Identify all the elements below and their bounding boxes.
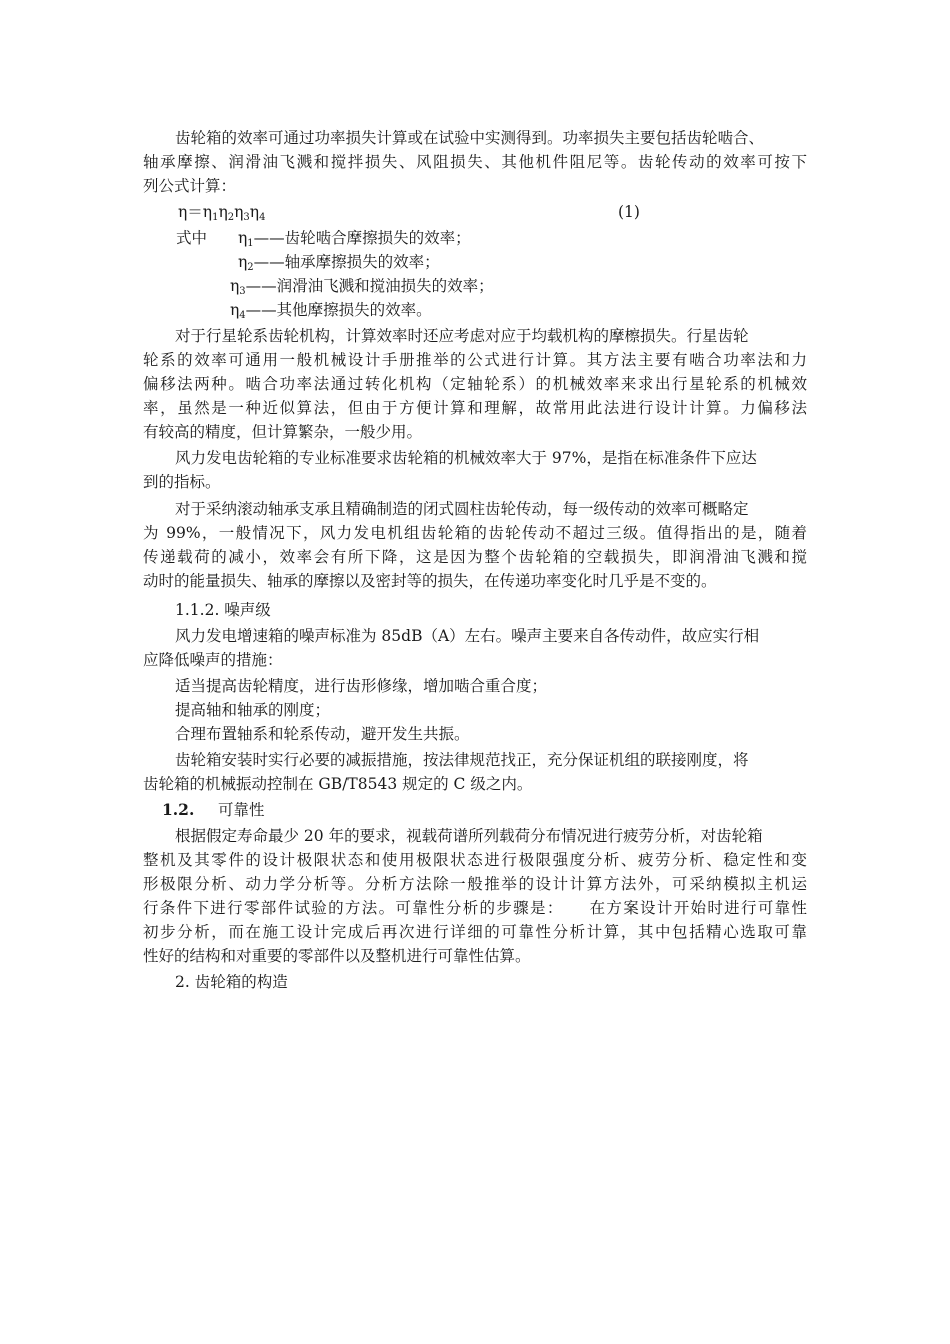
paragraph-line: 行条件下进行零部件试验的方法。可靠性分析的步骤是： 在方案设计开始时进行可靠性 [143, 899, 807, 917]
formula-subscript: 3 [243, 212, 250, 223]
paragraph-line: 齿轮箱的机械振动控制在 GB/T8543 规定的 C 级之内。 [143, 775, 533, 793]
where-item: $\eta_2——$轴承摩擦损失的效率； [238, 253, 440, 273]
equation-number: (1) [618, 203, 640, 221]
paragraph-line: 应降低噪声的措施： [143, 651, 283, 669]
paragraph-line: 性好的结构和对重要的零部件以及整机进行可靠性估算。 [143, 947, 531, 965]
measure-item: 提高轴和轴承的刚度； [175, 701, 331, 719]
paragraph-line: 到的指标。 [143, 473, 221, 491]
paragraph-line: 形极限分析、动力学分析等。分析方法除一般推举的设计计算方法外，可采纳模拟主机运 [143, 875, 807, 893]
paragraph-line: 齿轮箱的效率可通过功率损失计算或在试验中实测得到。功率损失主要包括齿轮啮合、 [175, 129, 765, 147]
paragraph-line: 为 99%，一般情况下，风力发电机组齿轮箱的齿轮传动不超过三级。值得指出的是，随着 [143, 524, 807, 542]
paragraph-line: 对于采纳滚动轴承支承且精确制造的闭式圆柱齿轮传动，每一级传动的效率可概略定 [175, 500, 749, 518]
section-heading: 1.1.2. 噪声级 [175, 601, 271, 619]
paragraph-line: 对于行星轮系齿轮机构，计算效率时还应考虑对应于均载机构的摩檫损失。行星齿轮 [175, 327, 749, 345]
paragraph-line: 列公式计算： [143, 177, 237, 195]
where-item: $\eta_4——$其他摩擦损失的效率。 [230, 301, 432, 321]
paragraph-line: 轮系的效率可通用一般机械设计手册推举的公式进行计算。其方法主要有啮合功率法和力 [143, 351, 807, 369]
formula-eta: η [218, 203, 228, 221]
paragraph-line: 风力发电齿轮箱的专业标准要求齿轮箱的机械效率大于 97%，是指在标准条件下应达 [175, 449, 757, 467]
formula-subscript: 2 [227, 212, 235, 223]
section-heading: 2. 齿轮箱的构造 [175, 973, 288, 991]
section-number: 1.2. [162, 800, 195, 819]
where-item: $\eta_3——$润滑油飞溅和搅油损失的效率； [230, 277, 494, 297]
measure-item: 适当提高齿轮精度，进行齿形修缘，增加啮合重合度； [175, 677, 548, 695]
formula-eta: η [249, 203, 260, 221]
paragraph-line: 齿轮箱安装时实行必要的减振措施，按法律规范找正，充分保证机组的联接刚度，将 [175, 751, 749, 769]
where-item: $\eta_1——$齿轮啮合摩擦损失的效率； [238, 229, 471, 249]
paragraph-line: 初步分析，而在施工设计完成后再次进行详细的可靠性分析计算，其中包括精心选取可靠 [143, 923, 807, 941]
paragraph-line: 传递载荷的减小，效率会有所下降，这是因为整个齿轮箱的空载损失，即润滑油飞溅和搅 [143, 548, 807, 566]
where-label: 式中 [176, 229, 208, 247]
paragraph-line: 偏移法两种。啮合功率法通过转化机构（定轴轮系）的机械效率来求出行星轮系的机械效 [143, 375, 807, 393]
paragraph-line: 轴承摩擦、润滑油飞溅和搅拌损失、风阻损失、其他机件阻尼等。齿轮传动的效率可按下 [143, 153, 807, 171]
paragraph-line: 整机及其零件的设计极限状态和使用极限状态进行极限强度分析、疲劳分析、稳定性和变 [143, 851, 807, 869]
formula-eta: η＝η [178, 203, 213, 221]
formula-subscript: 1 [212, 212, 219, 223]
paragraph-line: 率，虽然是一种近似算法，但由于方便计算和理解，故常用此法进行设计计算。力偏移法 [143, 399, 807, 417]
measure-item: 合理布置轴系和轮系传动，避开发生共振。 [175, 725, 470, 743]
formula-eta: η [234, 203, 244, 221]
paragraph-line: 根据假定寿命最少 20 年的要求，视载荷谱所列载荷分布情况进行疲劳分析，对齿轮箱 [175, 827, 763, 845]
paragraph-line: 风力发电增速箱的噪声标准为 85dB（A）左右。噪声主要来自各传动件，故应实行相 [175, 627, 760, 645]
formula-subscript: 4 [259, 212, 266, 223]
paragraph-line: 动时的能量损失、轴承的摩擦以及密封等的损失，在传递功率变化时几乎是不变的。 [143, 572, 717, 590]
paragraph-line: 有较高的精度，但计算繁杂，一般少用。 [143, 423, 423, 441]
section-heading: 可靠性 [218, 801, 265, 819]
